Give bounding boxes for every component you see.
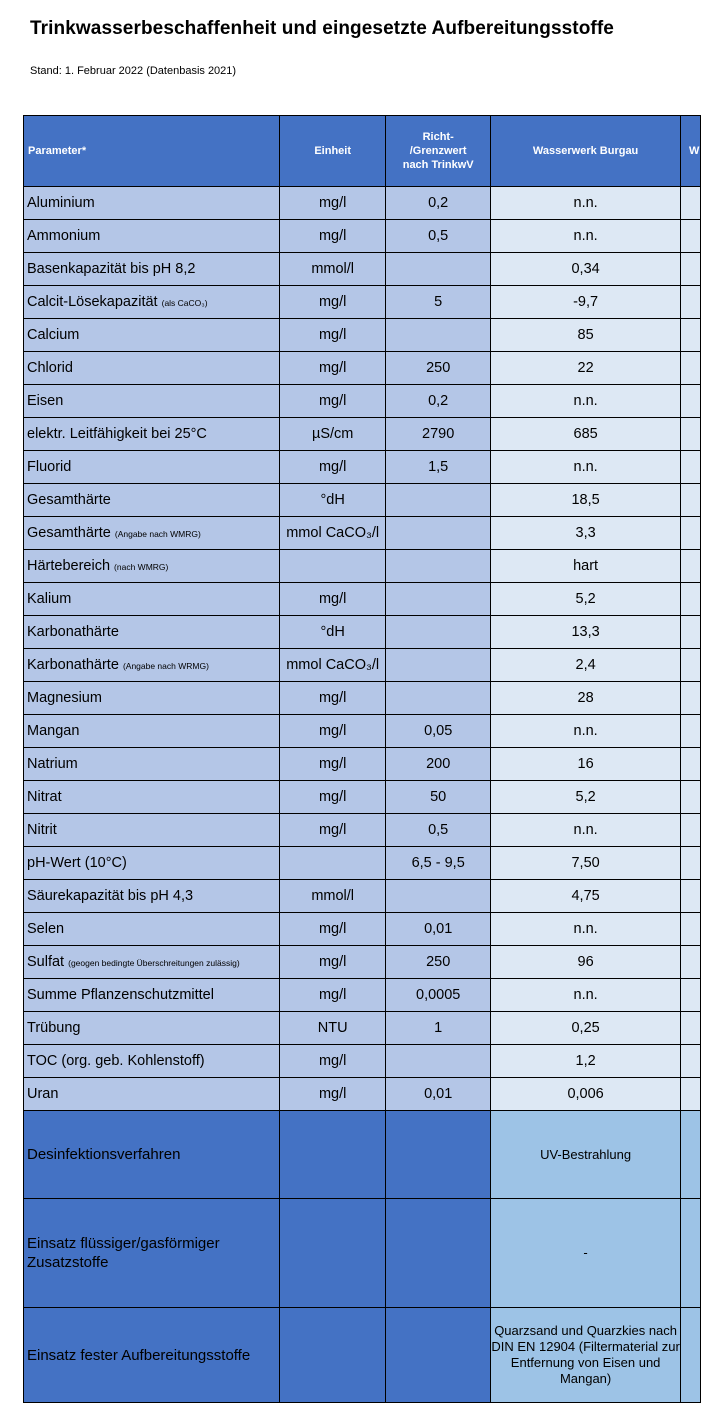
value-cell: n.n. bbox=[491, 814, 681, 847]
unit-cell: mg/l bbox=[280, 1045, 386, 1078]
table-row bbox=[24, 1078, 701, 1111]
value-cell: 5,2 bbox=[491, 583, 681, 616]
limit-cell bbox=[386, 583, 491, 616]
limit-cell bbox=[386, 649, 491, 682]
parameter-note: (nach WMRG) bbox=[114, 562, 169, 572]
section-label: Einsatz flüssiger/gasförmiger Zusatzstoffe bbox=[24, 1199, 280, 1308]
unit-cell: °dH bbox=[280, 616, 386, 649]
unit-cell: mmol CaCO₃/l bbox=[280, 649, 386, 682]
parameter-cell bbox=[24, 253, 280, 286]
table-row bbox=[24, 583, 701, 616]
unit-cell: mg/l bbox=[280, 385, 386, 418]
stand-date: Stand: 1. Februar 2022 (Datenbasis 2021) bbox=[30, 65, 237, 77]
unit-cell: mg/l bbox=[280, 286, 386, 319]
table-row bbox=[24, 220, 701, 253]
table-row bbox=[24, 1045, 701, 1078]
value-cell: n.n. bbox=[491, 385, 681, 418]
limit-cell: 0,2 bbox=[386, 187, 491, 220]
parameter-cell bbox=[24, 682, 280, 715]
value-cell: 96 bbox=[491, 946, 681, 979]
next-werk-cell bbox=[681, 913, 701, 946]
table-row bbox=[24, 946, 701, 979]
next-werk-cell bbox=[681, 220, 701, 253]
parameter-name: Calcit-Lösekapazität bbox=[27, 294, 158, 310]
page-title: Trinkwasserbeschaffenheit und eingesetzte Aufbereitungsstoffe bbox=[30, 18, 614, 39]
unit-cell: mg/l bbox=[280, 748, 386, 781]
section-empty-cell bbox=[280, 1308, 386, 1403]
next-werk-cell bbox=[681, 781, 701, 814]
table-row bbox=[24, 913, 701, 946]
next-werk-cell bbox=[681, 517, 701, 550]
limit-cell: 2790 bbox=[386, 418, 491, 451]
limit-cell bbox=[386, 880, 491, 913]
next-werk-cell bbox=[681, 979, 701, 1012]
parameter-cell bbox=[24, 880, 280, 913]
limit-cell: 0,01 bbox=[386, 913, 491, 946]
next-werk-cell bbox=[681, 814, 701, 847]
parameter-name: Magnesium bbox=[27, 690, 102, 706]
next-werk-cell bbox=[681, 253, 701, 286]
limit-cell bbox=[386, 616, 491, 649]
unit-cell bbox=[280, 550, 386, 583]
parameter-name: Karbonathärte bbox=[27, 624, 119, 640]
parameter-name: Uran bbox=[27, 1086, 59, 1102]
table-row bbox=[24, 385, 701, 418]
table-row bbox=[24, 979, 701, 1012]
table-row bbox=[24, 880, 701, 913]
section-next-werk-cell bbox=[681, 1199, 701, 1308]
limit-cell: 6,5 - 9,5 bbox=[386, 847, 491, 880]
parameter-cell bbox=[24, 616, 280, 649]
unit-cell: mg/l bbox=[280, 715, 386, 748]
parameter-name: Nitrit bbox=[27, 822, 57, 838]
parameter-cell bbox=[24, 418, 280, 451]
header-next-wasserwerk: W bbox=[681, 116, 701, 187]
unit-cell: mg/l bbox=[280, 946, 386, 979]
parameter-cell bbox=[24, 814, 280, 847]
limit-cell: 0,05 bbox=[386, 715, 491, 748]
value-cell: n.n. bbox=[491, 715, 681, 748]
parameter-cell bbox=[24, 979, 280, 1012]
parameter-cell bbox=[24, 451, 280, 484]
unit-cell: mg/l bbox=[280, 583, 386, 616]
limit-cell: 50 bbox=[386, 781, 491, 814]
parameter-cell bbox=[24, 220, 280, 253]
value-cell: 0,006 bbox=[491, 1078, 681, 1111]
parameter-cell bbox=[24, 649, 280, 682]
value-cell: 22 bbox=[491, 352, 681, 385]
parameter-name: Eisen bbox=[27, 393, 64, 409]
limit-cell bbox=[386, 682, 491, 715]
next-werk-cell bbox=[681, 418, 701, 451]
value-cell: 5,2 bbox=[491, 781, 681, 814]
parameter-cell bbox=[24, 286, 280, 319]
table-row bbox=[24, 715, 701, 748]
unit-cell: mg/l bbox=[280, 913, 386, 946]
table-row bbox=[24, 319, 701, 352]
unit-cell: NTU bbox=[280, 1012, 386, 1045]
table-row bbox=[24, 781, 701, 814]
parameter-note: (geogen bedingte Überschreitungen zulässig) bbox=[68, 958, 240, 968]
table-row bbox=[24, 484, 701, 517]
table-row bbox=[24, 451, 701, 484]
parameter-name: elektr. Leitfähigkeit bei 25°C bbox=[27, 426, 207, 442]
limit-cell bbox=[386, 319, 491, 352]
unit-cell: mg/l bbox=[280, 220, 386, 253]
limit-cell: 5 bbox=[386, 286, 491, 319]
parameter-cell bbox=[24, 913, 280, 946]
header-grenzwert: Richt- /Grenzwert nach TrinkwV bbox=[386, 116, 491, 187]
next-werk-cell bbox=[681, 946, 701, 979]
parameter-cell bbox=[24, 715, 280, 748]
unit-cell: °dH bbox=[280, 484, 386, 517]
parameter-cell bbox=[24, 1012, 280, 1045]
parameter-cell bbox=[24, 583, 280, 616]
limit-cell: 0,2 bbox=[386, 385, 491, 418]
section-label: Einsatz fester Aufbereitungsstoffe bbox=[24, 1308, 280, 1403]
value-cell: 0,34 bbox=[491, 253, 681, 286]
parameter-cell bbox=[24, 550, 280, 583]
value-cell: 4,75 bbox=[491, 880, 681, 913]
parameter-name: Ammonium bbox=[27, 228, 101, 244]
parameter-name: Fluorid bbox=[27, 459, 72, 475]
value-cell: 0,25 bbox=[491, 1012, 681, 1045]
table-row bbox=[24, 616, 701, 649]
next-werk-cell bbox=[681, 1045, 701, 1078]
value-cell: -9,7 bbox=[491, 286, 681, 319]
value-cell: 685 bbox=[491, 418, 681, 451]
next-werk-cell bbox=[681, 748, 701, 781]
parameter-cell bbox=[24, 517, 280, 550]
parameter-cell bbox=[24, 385, 280, 418]
value-cell: 18,5 bbox=[491, 484, 681, 517]
section-next-werk-cell bbox=[681, 1111, 701, 1199]
section-empty-cell bbox=[386, 1308, 491, 1403]
section-empty-cell bbox=[280, 1199, 386, 1308]
value-cell: n.n. bbox=[491, 913, 681, 946]
limit-cell: 250 bbox=[386, 352, 491, 385]
value-cell: 16 bbox=[491, 748, 681, 781]
value-cell: n.n. bbox=[491, 979, 681, 1012]
next-werk-cell bbox=[681, 880, 701, 913]
unit-cell: mg/l bbox=[280, 187, 386, 220]
parameter-cell bbox=[24, 946, 280, 979]
parameter-name: Summe Pflanzenschutzmittel bbox=[27, 987, 214, 1003]
unit-cell: mg/l bbox=[280, 319, 386, 352]
table-row bbox=[24, 253, 701, 286]
unit-cell: µS/cm bbox=[280, 418, 386, 451]
parameter-cell bbox=[24, 847, 280, 880]
water-quality-table bbox=[23, 115, 701, 1403]
header-wasserwerk-burgau: Wasserwerk Burgau bbox=[491, 116, 681, 187]
next-werk-cell bbox=[681, 715, 701, 748]
limit-cell: 0,01 bbox=[386, 1078, 491, 1111]
section-label: Desinfektionsverfahren bbox=[24, 1111, 280, 1199]
parameter-name: Sulfat bbox=[27, 954, 65, 970]
unit-cell: mmol CaCO₃/l bbox=[280, 517, 386, 550]
next-werk-cell bbox=[681, 616, 701, 649]
parameter-name: Trübung bbox=[27, 1020, 81, 1036]
table-row bbox=[24, 814, 701, 847]
section-empty-cell bbox=[386, 1199, 491, 1308]
value-cell: hart bbox=[491, 550, 681, 583]
section-row bbox=[24, 1199, 701, 1308]
header-row bbox=[24, 116, 701, 187]
parameter-name: Gesamthärte bbox=[27, 525, 111, 541]
section-value: Quarzsand und Quarzkies nach DIN EN 12904 (Filtermaterial zur Entfernung von Eisen und Mangan) bbox=[491, 1308, 681, 1403]
unit-cell bbox=[280, 847, 386, 880]
parameter-cell bbox=[24, 1045, 280, 1078]
parameter-name: Chlorid bbox=[27, 360, 73, 376]
parameter-cell bbox=[24, 352, 280, 385]
unit-cell: mg/l bbox=[280, 352, 386, 385]
limit-cell bbox=[386, 517, 491, 550]
value-cell: 85 bbox=[491, 319, 681, 352]
value-cell: n.n. bbox=[491, 220, 681, 253]
table-row bbox=[24, 517, 701, 550]
section-empty-cell bbox=[280, 1111, 386, 1199]
value-cell: n.n. bbox=[491, 187, 681, 220]
parameter-name: Basenkapazität bis pH 8,2 bbox=[27, 261, 196, 277]
value-cell: 2,4 bbox=[491, 649, 681, 682]
table-row bbox=[24, 649, 701, 682]
limit-cell: 200 bbox=[386, 748, 491, 781]
parameter-name: Calcium bbox=[27, 327, 80, 343]
section-next-werk-cell bbox=[681, 1308, 701, 1403]
parameter-note: (Angabe nach WMRG) bbox=[114, 529, 201, 539]
parameter-name: Mangan bbox=[27, 723, 80, 739]
value-cell: 7,50 bbox=[491, 847, 681, 880]
next-werk-cell bbox=[681, 451, 701, 484]
unit-cell: mg/l bbox=[280, 979, 386, 1012]
next-werk-cell bbox=[681, 682, 701, 715]
table-row bbox=[24, 187, 701, 220]
parameter-cell bbox=[24, 781, 280, 814]
next-werk-cell bbox=[681, 847, 701, 880]
parameter-name: Aluminium bbox=[27, 195, 95, 211]
value-cell: 1,2 bbox=[491, 1045, 681, 1078]
limit-cell: 0,0005 bbox=[386, 979, 491, 1012]
unit-cell: mmol/l bbox=[280, 880, 386, 913]
unit-cell: mg/l bbox=[280, 814, 386, 847]
parameter-cell bbox=[24, 187, 280, 220]
parameter-name: Natrium bbox=[27, 756, 78, 772]
unit-cell: mg/l bbox=[280, 781, 386, 814]
limit-cell: 0,5 bbox=[386, 220, 491, 253]
next-werk-cell bbox=[681, 187, 701, 220]
parameter-name: Kalium bbox=[27, 591, 72, 607]
next-werk-cell bbox=[681, 319, 701, 352]
table-row bbox=[24, 1012, 701, 1045]
header-einheit: Einheit bbox=[280, 116, 386, 187]
next-werk-cell bbox=[681, 484, 701, 517]
value-cell: 13,3 bbox=[491, 616, 681, 649]
parameter-name: Nitrat bbox=[27, 789, 62, 805]
table-row bbox=[24, 748, 701, 781]
parameter-name: Selen bbox=[27, 921, 65, 937]
parameter-name: TOC (org. geb. Kohlenstoff) bbox=[27, 1053, 205, 1069]
parameter-note: (Angabe nach WRMG) bbox=[122, 661, 209, 671]
section-value: UV-Bestrahlung bbox=[491, 1111, 681, 1199]
next-werk-cell bbox=[681, 1078, 701, 1111]
next-werk-cell bbox=[681, 286, 701, 319]
table-row bbox=[24, 550, 701, 583]
unit-cell: mg/l bbox=[280, 682, 386, 715]
header-parameter: Parameter* bbox=[24, 116, 280, 187]
table-row bbox=[24, 682, 701, 715]
limit-cell: 0,5 bbox=[386, 814, 491, 847]
limit-cell bbox=[386, 550, 491, 583]
limit-cell bbox=[386, 484, 491, 517]
table-row bbox=[24, 418, 701, 451]
next-werk-cell bbox=[681, 583, 701, 616]
next-werk-cell bbox=[681, 385, 701, 418]
section-row bbox=[24, 1111, 701, 1199]
unit-cell: mmol/l bbox=[280, 253, 386, 286]
parameter-cell bbox=[24, 484, 280, 517]
limit-cell: 250 bbox=[386, 946, 491, 979]
table-row bbox=[24, 352, 701, 385]
parameter-name: Karbonathärte bbox=[27, 657, 119, 673]
next-werk-cell bbox=[681, 1012, 701, 1045]
section-empty-cell bbox=[386, 1111, 491, 1199]
limit-cell: 1,5 bbox=[386, 451, 491, 484]
value-cell: 28 bbox=[491, 682, 681, 715]
unit-cell: mg/l bbox=[280, 1078, 386, 1111]
limit-cell bbox=[386, 1045, 491, 1078]
table-row bbox=[24, 286, 701, 319]
table-row bbox=[24, 847, 701, 880]
parameter-cell bbox=[24, 748, 280, 781]
parameter-cell bbox=[24, 1078, 280, 1111]
parameter-note: (als CaCO₃) bbox=[161, 298, 208, 308]
parameter-name: Gesamthärte bbox=[27, 492, 111, 508]
limit-cell: 1 bbox=[386, 1012, 491, 1045]
section-row bbox=[24, 1308, 701, 1403]
limit-cell bbox=[386, 253, 491, 286]
value-cell: n.n. bbox=[491, 451, 681, 484]
next-werk-cell bbox=[681, 649, 701, 682]
unit-cell: mg/l bbox=[280, 451, 386, 484]
parameter-cell bbox=[24, 319, 280, 352]
parameter-name: pH-Wert (10°C) bbox=[27, 855, 127, 871]
parameter-name: Härtebereich bbox=[27, 558, 111, 574]
parameter-name: Säurekapazität bis pH 4,3 bbox=[27, 888, 194, 904]
value-cell: 3,3 bbox=[491, 517, 681, 550]
next-werk-cell bbox=[681, 352, 701, 385]
section-value: - bbox=[491, 1199, 681, 1308]
next-werk-cell bbox=[681, 550, 701, 583]
